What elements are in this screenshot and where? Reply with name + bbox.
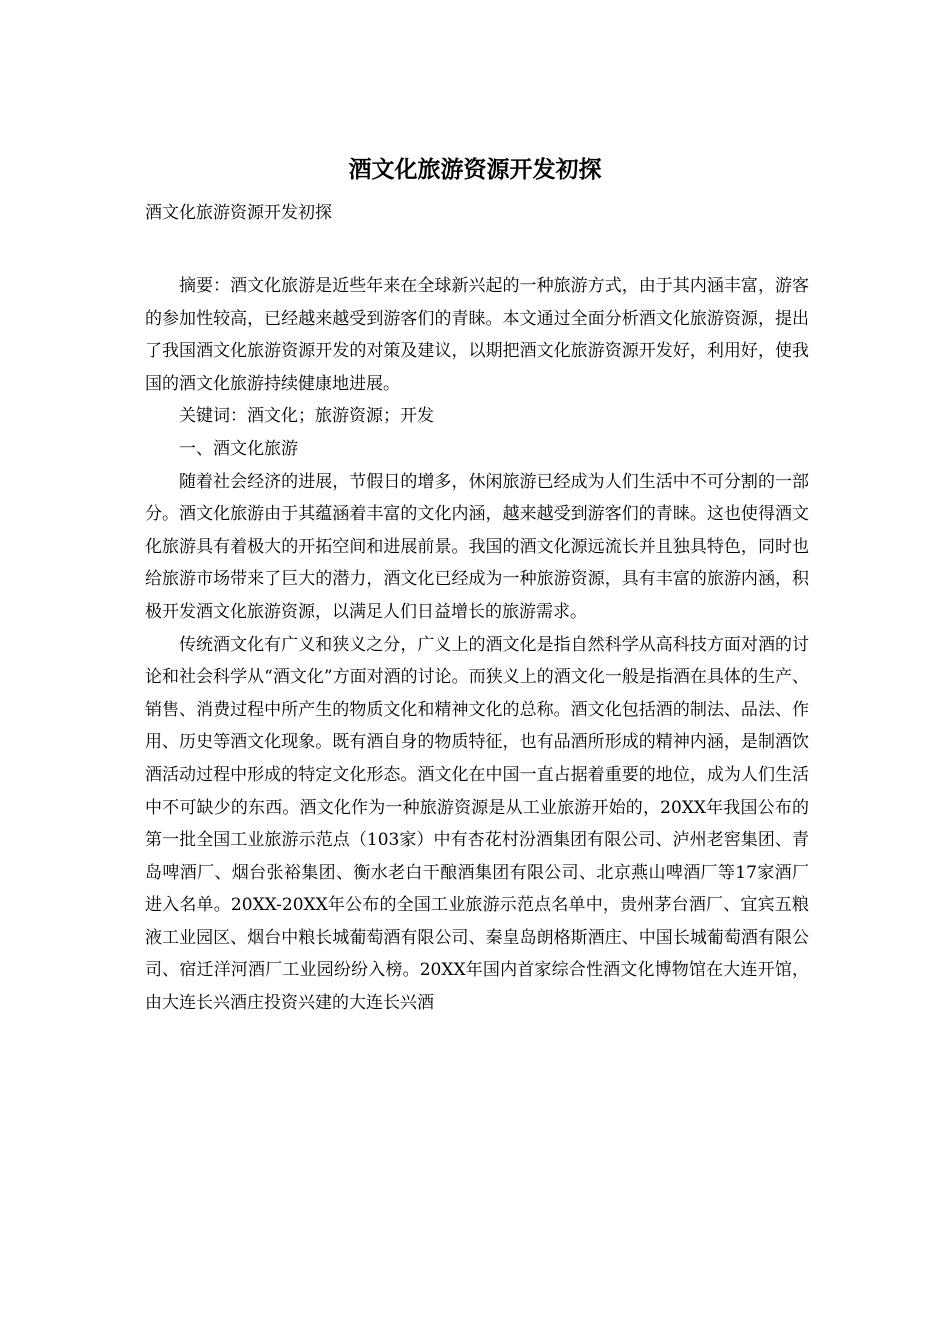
abstract-paragraph: 摘要：酒文化旅游是近些年来在全球新兴起的一种旅游方式，由于其内涵丰富，游客的参加性较高，已经越来越受到游客们的青睐。本文通过全面分析酒文化旅游资源，提出了我国酒文化旅游资源开发的对策及建议，以期把酒文化旅游资源开发好，利用好，使我国的酒文化旅游持续健康地进展。 — [145, 276, 809, 394]
document-body — [145, 270, 809, 1020]
document-subtitle: 酒文化旅游资源开发初探 — [145, 203, 332, 223]
body-paragraph: 传统酒文化有广义和狭义之分，广义上的酒文化是指自然科学从高科技方面对酒的讨论和社会科学从“酒文化”方面对酒的讨论。而狭义上的酒文化一般是指酒在具体的生产、销售、消费过程中所产生的物质文化和精神文化的总称。酒文化包括酒的制法、品法、作用、历史等酒文化现象。既有酒自身的物质特征，也有品酒所形成的精神内涵，是制酒饮酒活动过程中形成的特定文化形态。酒文化在中国一直占据着重要的地位，成为人们生活中不可缺少的东西。酒文化作为一种旅游资源是从工业旅游开始的，20XX年我国公布的第一批全国工业旅游示范点（103家）中有杏花村汾酒集团有限公司、泸州老窖集团、青岛啤酒厂、烟台张裕集团、衡水老白干酿酒集团有限公司、北京燕山啤酒厂等17家酒厂进入名单。20XX-20XX年公布的全国工业旅游示范点名单中，贵州茅台酒厂、宜宾五粮液工业园区、烟台中粮长城葡萄酒有限公司、秦皇岛朗格斯酒庄、中国长城葡萄酒有限公司、宿迁洋河酒厂工业园纷纷入榜。20XX年国内首家综合性酒文化博物馆在大连开馆，由大连长兴酒庄投资兴建的大连长兴酒 — [145, 634, 809, 1014]
keywords-line: 关键词：酒文化；旅游资源；开发 — [179, 406, 434, 427]
body-paragraph: 随着社会经济的进展，节假日的增多，休闲旅游已经成为人们生活中不可分割的一部分。酒文化旅游由于其蕴涵着丰富的文化内涵，越来越受到游客们的青睐。这也使得酒文化旅游具有着极大的开拓空间和进展前景。我国的酒文化源远流长并且独具特色，同时也给旅游市场带来了巨大的潜力，酒文化已经成为一种旅游资源，具有丰富的旅游内涵，积极开发酒文化旅游资源，以满足人们日益增长的旅游需求。 — [145, 471, 809, 622]
document-title: 酒文化旅游资源开发初探 — [348, 156, 602, 183]
section-heading: 一、酒文化旅游 — [179, 438, 298, 459]
